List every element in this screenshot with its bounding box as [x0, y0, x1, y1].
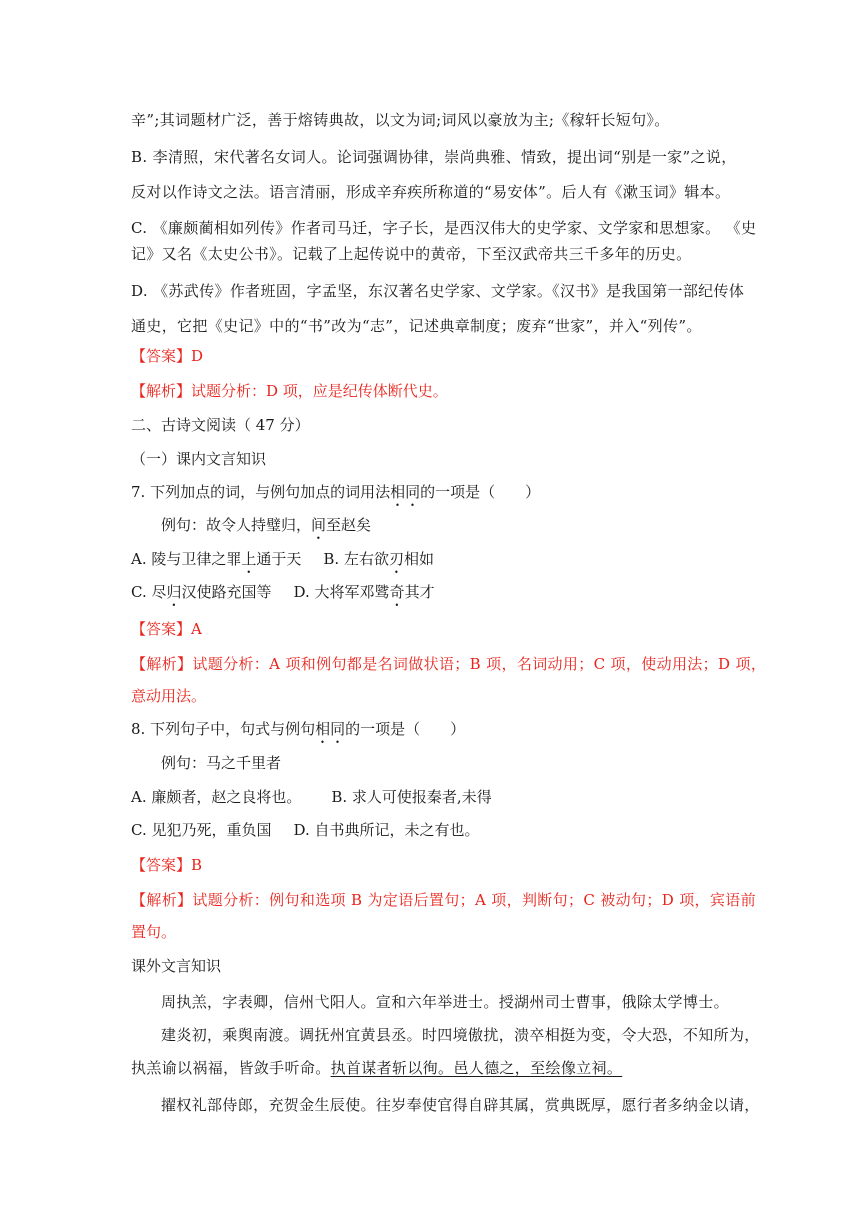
q8-option-b: B. 求人可使报秦者,未得: [331, 788, 492, 806]
section-heading-2: 二、古诗文阅读（ 47 分）: [131, 416, 310, 434]
q7-example-dotted-char: 间: [311, 516, 327, 534]
q7-option-a-text-1: A. 陵与卫律之罪: [131, 550, 242, 568]
q7-option-c-text-1: C. 尽: [131, 583, 167, 601]
passage-paragraph-1: 周执羔，字表卿，信州弋阳人。宣和六年举进士。授湖州司士曹事，俄除太学博士。: [161, 993, 729, 1011]
option-d-line-2: 通史，它把《史记》中的“书”改为“志”，记述典章制度；废弃“世家”，并入“列传”。: [131, 317, 702, 335]
analysis-8-line-1: 【解析】试题分析：例句和选项 B 为定语后置句；A 项，判断句；C 被动句；D 项，宾语前: [131, 891, 756, 909]
q8-option-d: D. 自书典所记，未之有也。: [293, 821, 480, 839]
q7-option-d: [294, 583, 435, 601]
passage-paragraph-2-line-1: 建炎初，乘舆南渡。调抚州宜黄县丞。时四境傲扰，溃卒相挺为变，令大恐，不知所为，: [161, 1026, 760, 1044]
question-7-stem: [131, 482, 731, 510]
q8-text-2: 的一项是（ ）: [345, 720, 466, 738]
q8-dotted-char-2: 同: [330, 720, 346, 738]
q7-option-d-text-2: 其才: [404, 583, 435, 601]
question-8-options-cd: [131, 820, 731, 840]
q8-dotted-char-1: 相: [315, 720, 331, 738]
q7-option-d-text-1: D. 大将军邓骘: [293, 583, 390, 601]
question-7-options-cd: [131, 582, 731, 610]
q7-text-2: 的一项是（ ）: [420, 483, 541, 501]
option-c-line-2: 记》又名《太史公书》。记载了上起传说中的黄帝，下至汉武帝共三千多年的历史。: [131, 245, 692, 263]
option-c-line-1: C. 《廉颇蔺相如列传》作者司马迁，字子长，是西汉伟大的史学家、文学家和思想家。 《史: [131, 219, 757, 237]
q7-option-c-dotted-char: 归: [166, 583, 182, 601]
subsection-heading-extracurricular: 课外文言知识: [131, 957, 222, 975]
q7-option-b-text-1: B. 左右欲: [323, 550, 389, 568]
option-d-line-1: D. 《苏武传》作者班固，字孟坚，东汉著名史学家、文学家。《汉书》是我国第一部纪传体: [131, 282, 745, 300]
q7-example-text-2: 至赵矣: [326, 516, 372, 534]
q7-option-a: [131, 550, 301, 568]
option-a-tail-line: 辛”;其词题材广泛，善于熔铸典故，以文为词;词风以豪放为主;《稼轩长短句》。: [131, 111, 670, 129]
question-8-stem: [131, 719, 731, 747]
question-8-example: 例句：马之千里者: [161, 754, 282, 772]
question-8-options-ab: [131, 787, 731, 807]
q7-option-b: [323, 550, 434, 568]
q7-option-c: [131, 583, 272, 601]
option-b-line-2: 反对以作诗文之法。语言清丽，形成辛弃疾所称道的“易安体”。后人有《漱玉词》辑本。: [131, 183, 731, 201]
analysis-6: 【解析】试题分析：D 项，应是纪传体断代史。: [131, 382, 448, 400]
q7-text-1: 7. 下列加点的词，与例句加点的词用法: [131, 483, 391, 501]
q8-text-1: 8. 下列句子中，句式与例句: [131, 720, 316, 738]
q8-option-c: C. 见犯乃死，重负国: [131, 821, 272, 839]
underlined-sentence: 执首谋者斩以徇。邑人德之，至绘像立祠。: [330, 1059, 623, 1077]
answer-7: 【答案】A: [131, 620, 202, 638]
q7-option-b-dotted-char: 刃: [388, 550, 404, 568]
q7-option-c-text-2: 汉使路充国等: [181, 583, 272, 601]
analysis-7-line-1: 【解析】试题分析：A 项和例句都是名词做状语；B 项，名词动用；C 项，使动用法；D 项，: [131, 655, 767, 673]
q7-example-text-1: 例句：故令人持璧归，: [161, 516, 312, 534]
q7-dotted-char-1: 相: [390, 483, 406, 501]
analysis-8-line-2: 置句。: [131, 923, 177, 941]
question-7-options-ab: [131, 549, 731, 577]
passage-paragraph-3-line-1: 擢权礼部侍郎，充贺金生辰使。往岁奉使官得自辟其属，赏典既厚，愿行者多纳金以请，: [161, 1096, 760, 1114]
q7-option-d-dotted-char: 奇: [389, 583, 405, 601]
q7-option-a-text-2: 通于天: [256, 550, 302, 568]
q8-option-a: A. 廉颇者，赵之良将也。: [131, 788, 302, 806]
passage-paragraph-2-line-2: [131, 1058, 731, 1078]
q7-option-b-text-2: 相如: [403, 550, 434, 568]
q7-dotted-char-2: 同: [405, 483, 421, 501]
question-7-example: [161, 515, 761, 543]
analysis-7-line-2: 意动用法。: [131, 687, 207, 705]
q7-option-a-dotted-char: 上: [241, 550, 257, 568]
subsection-heading-1: （一）课内文言知识: [131, 450, 267, 468]
passage-text: 执羔谕以祸福，皆敛手听命。: [131, 1059, 331, 1077]
option-b-line-1: B. 李清照，宋代著名女词人。论词强调协律，崇尚典雅、情致，提出词“别是一家”之说，: [131, 148, 737, 166]
answer-6: 【答案】D: [131, 347, 204, 365]
answer-8: 【答案】B: [131, 856, 203, 874]
